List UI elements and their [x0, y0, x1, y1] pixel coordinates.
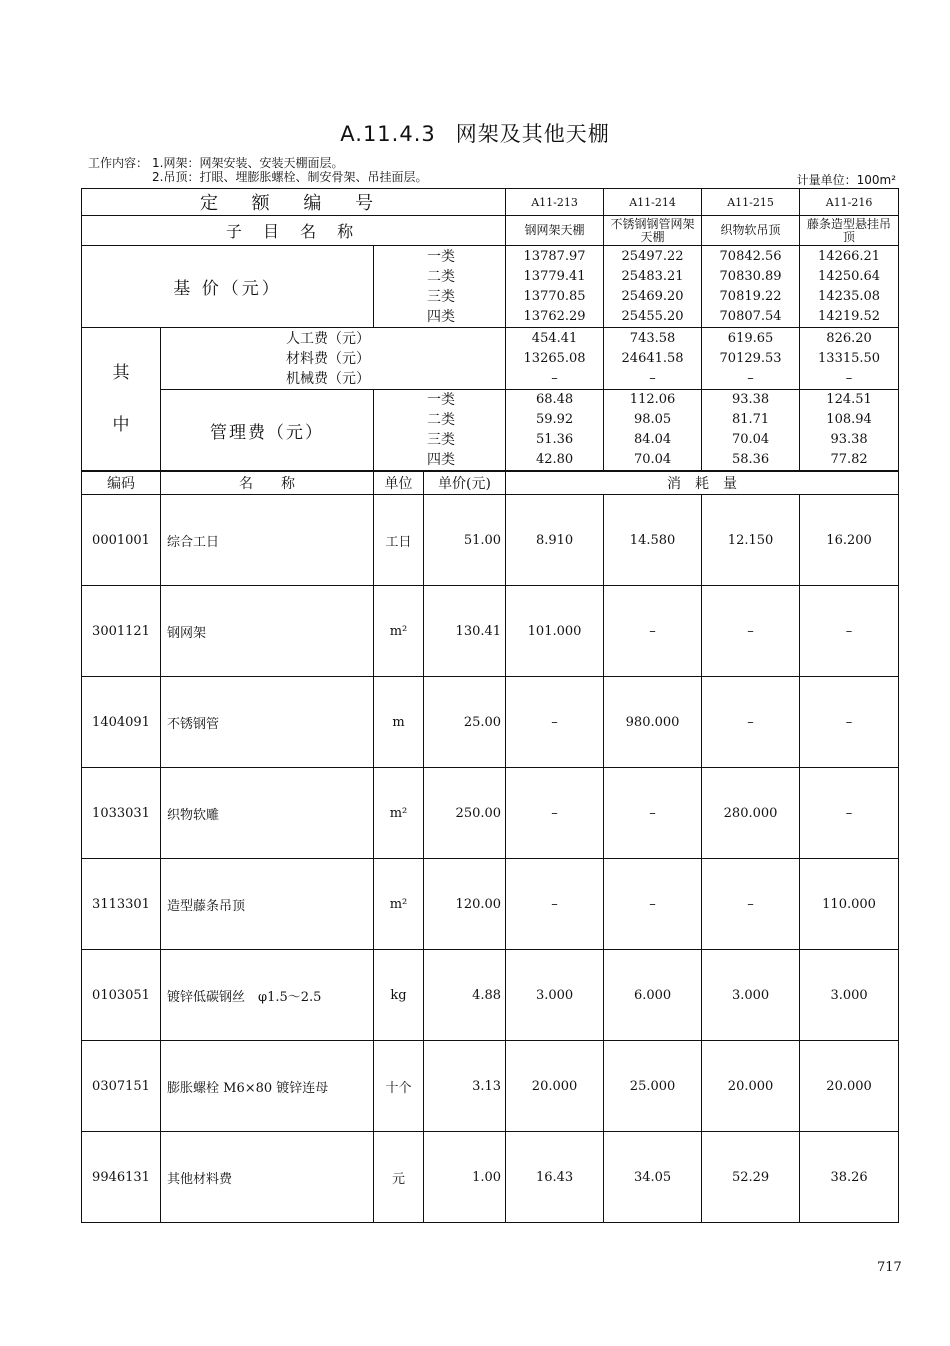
- base-price-values: 14266.21 14250.64 14235.08 14219.52: [800, 246, 899, 328]
- table-row: [82, 950, 899, 1041]
- resource-name: 织物软雕: [161, 768, 374, 859]
- resource-name: 综合工日: [161, 495, 374, 586]
- item-name-row: [82, 216, 899, 246]
- unit-header: 单位: [374, 471, 424, 495]
- quota-number-row: [82, 189, 899, 216]
- resource-price: 130.41: [424, 586, 506, 677]
- column-name: 不锈钢钢管网架天棚: [604, 216, 702, 246]
- section-number: A.11.4.3: [340, 122, 436, 146]
- base-price-values: 25497.22 25483.21 25469.20 25455.20: [604, 246, 702, 328]
- item-name-label: 子 目 名 称: [82, 216, 506, 246]
- quantity: 52.29: [702, 1132, 800, 1223]
- quantity: 20.000: [506, 1041, 604, 1132]
- resource-unit: 十个: [374, 1041, 424, 1132]
- quantity: 14.580: [604, 495, 702, 586]
- resource-code: 1033031: [82, 768, 161, 859]
- column-code: A11-214: [604, 189, 702, 216]
- cost-row: [82, 328, 899, 390]
- quantity: –: [800, 677, 899, 768]
- base-price-label: 基 价（元）: [82, 246, 374, 328]
- management-fee-values: 124.51 108.94 93.38 77.82: [800, 390, 899, 472]
- base-price-values: 70842.56 70830.89 70819.22 70807.54: [702, 246, 800, 328]
- cost-values: 826.20 13315.50 –: [800, 328, 899, 390]
- resource-unit: m²: [374, 859, 424, 950]
- base-price-row: [82, 246, 899, 328]
- column-code: A11-213: [506, 189, 604, 216]
- work-content-label: 工作内容：: [88, 156, 149, 170]
- quantity: 16.43: [506, 1132, 604, 1223]
- resource-code: 9946131: [82, 1132, 161, 1223]
- resource-price: 1.00: [424, 1132, 506, 1223]
- cost-values: 454.41 13265.08 –: [506, 328, 604, 390]
- resource-unit: m: [374, 677, 424, 768]
- resource-price: 25.00: [424, 677, 506, 768]
- breakdown-label: 其 中: [82, 328, 161, 472]
- cost-labels: 人工费（元） 材料费（元） 机械费（元）: [161, 328, 506, 390]
- quantity: 38.26: [800, 1132, 899, 1223]
- resource-header-row: [82, 471, 899, 495]
- resource-price: 3.13: [424, 1041, 506, 1132]
- resource-unit: kg: [374, 950, 424, 1041]
- quantity: 3.000: [506, 950, 604, 1041]
- resource-unit: 工日: [374, 495, 424, 586]
- work-content: [88, 156, 427, 184]
- table-row: [82, 495, 899, 586]
- resource-unit: 元: [374, 1132, 424, 1223]
- resource-code: 3113301: [82, 859, 161, 950]
- base-price-values: 13787.97 13779.41 13770.85 13762.29: [506, 246, 604, 328]
- resource-code: 0001001: [82, 495, 161, 586]
- resource-price: 4.88: [424, 950, 506, 1041]
- quantity: –: [702, 677, 800, 768]
- resource-code: 1404091: [82, 677, 161, 768]
- quantity: 16.200: [800, 495, 899, 586]
- table-row: [82, 768, 899, 859]
- quantity: 12.150: [702, 495, 800, 586]
- quantity: –: [702, 586, 800, 677]
- table-row: [82, 677, 899, 768]
- resource-price: 120.00: [424, 859, 506, 950]
- quantity: 980.000: [604, 677, 702, 768]
- resource-unit: m²: [374, 586, 424, 677]
- table-row: [82, 1132, 899, 1223]
- table-row: [82, 859, 899, 950]
- quantity: 34.05: [604, 1132, 702, 1223]
- quantity: –: [604, 859, 702, 950]
- management-fee-classes: 一类 二类 三类 四类: [374, 390, 506, 472]
- quantity: 3.000: [800, 950, 899, 1041]
- resource-unit: m²: [374, 768, 424, 859]
- work-content-items: [152, 156, 427, 184]
- page-number: 717: [877, 1260, 902, 1275]
- resource-name: 其他材料费: [161, 1132, 374, 1223]
- resource-name: 膨胀螺栓 M6×80 镀锌连母: [161, 1041, 374, 1132]
- column-name: 藤条造型悬挂吊顶: [800, 216, 899, 246]
- resource-price: 250.00: [424, 768, 506, 859]
- quantity: 6.000: [604, 950, 702, 1041]
- column-name: 织物软吊顶: [702, 216, 800, 246]
- cost-values: 619.65 70129.53 –: [702, 328, 800, 390]
- quota-number-label: 定 额 编 号: [82, 189, 506, 216]
- base-price-classes: 一类 二类 三类 四类: [374, 246, 506, 328]
- table-row: [82, 586, 899, 677]
- management-fee-values: 93.38 81.71 70.04 58.36: [702, 390, 800, 472]
- resource-name: 镀锌低碳钢丝 φ1.5～2.5: [161, 950, 374, 1041]
- resource-name: 钢网架: [161, 586, 374, 677]
- quantity: –: [506, 768, 604, 859]
- management-fee-values: 112.06 98.05 84.04 70.04: [604, 390, 702, 472]
- quantity: 101.000: [506, 586, 604, 677]
- page-title: [0, 118, 950, 148]
- cost-values: 743.58 24641.58 –: [604, 328, 702, 390]
- resource-code: 0103051: [82, 950, 161, 1041]
- quantity: 8.910: [506, 495, 604, 586]
- quantity: 25.000: [604, 1041, 702, 1132]
- name-header: 名 称: [161, 471, 374, 495]
- management-fee-row: [82, 390, 899, 472]
- column-name: 钢网架天棚: [506, 216, 604, 246]
- unit-note: 计量单位：100m²: [796, 173, 896, 187]
- resource-price: 51.00: [424, 495, 506, 586]
- quantity: –: [506, 859, 604, 950]
- resource-name: 造型藤条吊顶: [161, 859, 374, 950]
- management-fee-values: 68.48 59.92 51.36 42.80: [506, 390, 604, 472]
- management-fee-label: 管理费（元）: [161, 390, 374, 472]
- price-header: 单价(元): [424, 471, 506, 495]
- quantity: 110.000: [800, 859, 899, 950]
- quantity: 20.000: [800, 1041, 899, 1132]
- quantity: –: [702, 859, 800, 950]
- quantity: –: [604, 586, 702, 677]
- quantity: –: [800, 586, 899, 677]
- column-code: A11-215: [702, 189, 800, 216]
- code-header: 编码: [82, 471, 161, 495]
- resource-code: 0307151: [82, 1041, 161, 1132]
- quantity: –: [800, 768, 899, 859]
- quota-table: [81, 188, 899, 1223]
- table-row: [82, 1041, 899, 1132]
- column-code: A11-216: [800, 189, 899, 216]
- quantity: 20.000: [702, 1041, 800, 1132]
- work-item: 1.网架：网架安装、安装天棚面层。: [152, 156, 344, 170]
- quantity: –: [604, 768, 702, 859]
- section-title: 网架及其他天棚: [455, 122, 610, 146]
- quantity: 3.000: [702, 950, 800, 1041]
- quantity: –: [506, 677, 604, 768]
- resource-name: 不锈钢管: [161, 677, 374, 768]
- resource-code: 3001121: [82, 586, 161, 677]
- quantity: 280.000: [702, 768, 800, 859]
- work-item: 2.吊顶：打眼、埋膨胀螺栓、制安骨架、吊挂面层。: [152, 170, 428, 184]
- consumption-header: 消 耗 量: [506, 471, 899, 495]
